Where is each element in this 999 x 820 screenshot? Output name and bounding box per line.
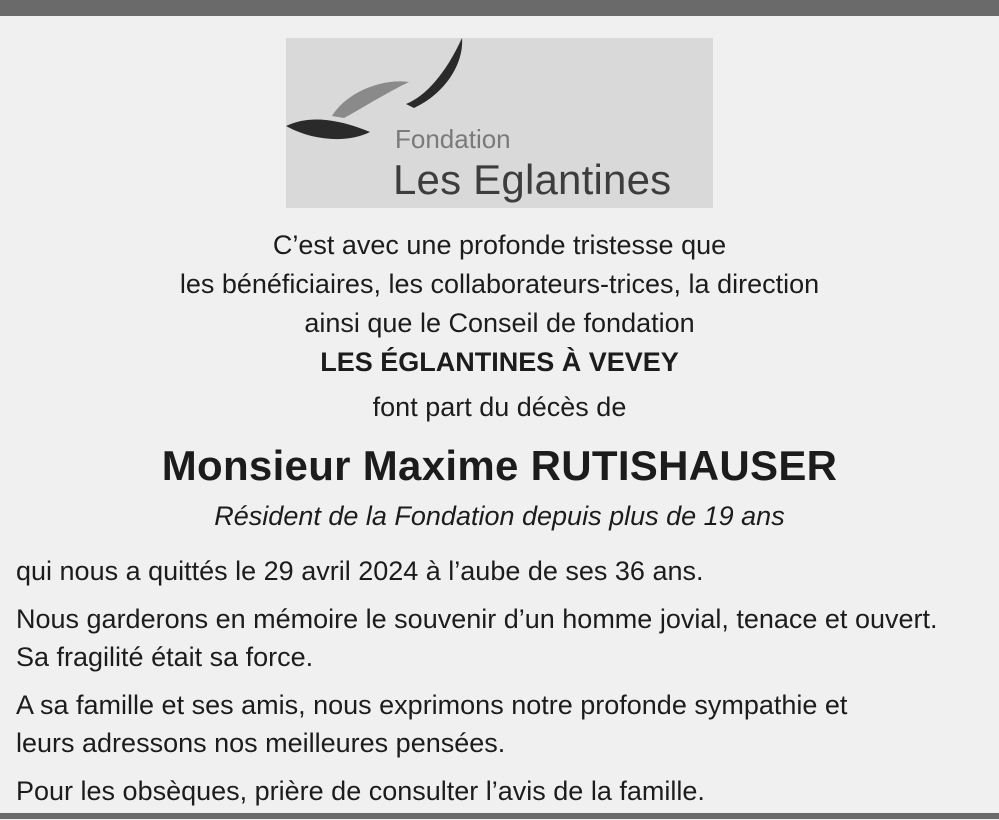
logo-text-fondation: Fondation xyxy=(395,124,511,154)
body-paragraph xyxy=(16,686,991,762)
body-paragraph xyxy=(16,600,991,676)
body-paragraph: qui nous a quittés le 29 avril 2024 à l’aube de ses 36 ans. xyxy=(16,556,704,586)
intro-block xyxy=(0,226,999,427)
body-line: A sa famille et ses amis, nous exprimons notre profonde sympathie et xyxy=(16,690,848,720)
deceased-name: Monsieur Maxime RUTISHAUSER xyxy=(161,442,838,489)
foundation-logo xyxy=(286,38,713,208)
intro-line: C’est avec une profonde tristesse que xyxy=(272,230,727,260)
body-line: leurs adressons nos meilleures pensées. xyxy=(16,728,506,758)
logo-text-name: Les Eglantines xyxy=(393,156,672,203)
intro-line: les bénéficiaires, les collaborateurs-trices, la direction xyxy=(179,269,820,299)
institution-name: LES ÉGLANTINES À VEVEY xyxy=(320,347,679,377)
intro-line: font part du décès de xyxy=(372,392,627,422)
deceased-subtitle: Résident de la Fondation depuis plus de 19 ans xyxy=(214,501,785,531)
body-line: Sa fragilité était sa force. xyxy=(16,642,314,672)
body-paragraph: Pour les obsèques, prière de consulter l’avis de la famille. xyxy=(16,776,705,806)
body-line: Nous garderons en mémoire le souvenir d’un homme jovial, tenace et ouvert. xyxy=(16,604,938,634)
intro-line: ainsi que le Conseil de fondation xyxy=(304,308,695,338)
notice-body xyxy=(16,552,991,820)
